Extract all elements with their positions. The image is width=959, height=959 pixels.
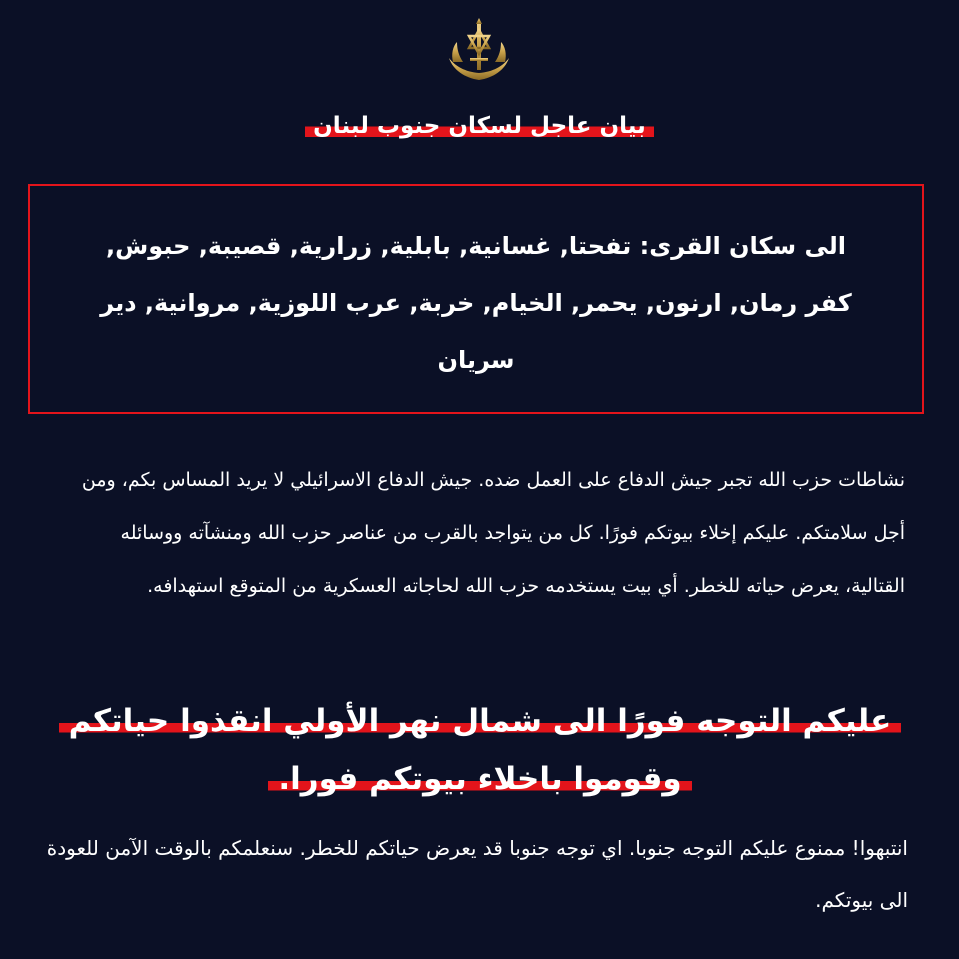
urgent-notice xyxy=(30,692,930,808)
body-paragraph: نشاطات حزب الله تجبر جيش الدفاع على العمل ضده. جيش الدفاع الاسرائيلي لا يريد المساس بكم، ومن أجل سلامتكم. عليكم إخلاء بيوتكم فورًا. كل من يتواجد بالقرب من عناصر حزب الله ومنشآته ووسائله القتالية، يعرض حياته للخطر. أي بيت يستخدمه حزب الله لحاجاته العسكرية من المتوقع استهدافه. xyxy=(81,469,905,597)
header xyxy=(0,113,959,139)
villages-box xyxy=(28,184,924,414)
page-title: بيان عاجل لسكان جنوب لبنان xyxy=(305,113,654,139)
warning-paragraph: انتبهوا! ممنوع عليكم التوجه جنوبا. اي توجه جنوبا قد يعرض حياتكم للخطر. سنعلمكم بالوقت الآمن للعودة الى بيوتكم. xyxy=(46,836,908,912)
urgent-line-2: وقوموا باخلاء بيوتكم فورا. xyxy=(268,761,691,797)
idf-emblem-icon xyxy=(443,18,515,86)
villages-list: الى سكان القرى: تفحتا, غسانية, بابلية, زرارية, قصيبة, حبوش, كفر رمان, ارنون, يحمر, الخيام, خربة, عرب اللوزية, مروانية, دير سريان xyxy=(100,232,852,374)
urgent-line-1: عليكم التوجه فورًا الى شمال نهر الأولي انقذوا حياتكم xyxy=(59,703,902,739)
